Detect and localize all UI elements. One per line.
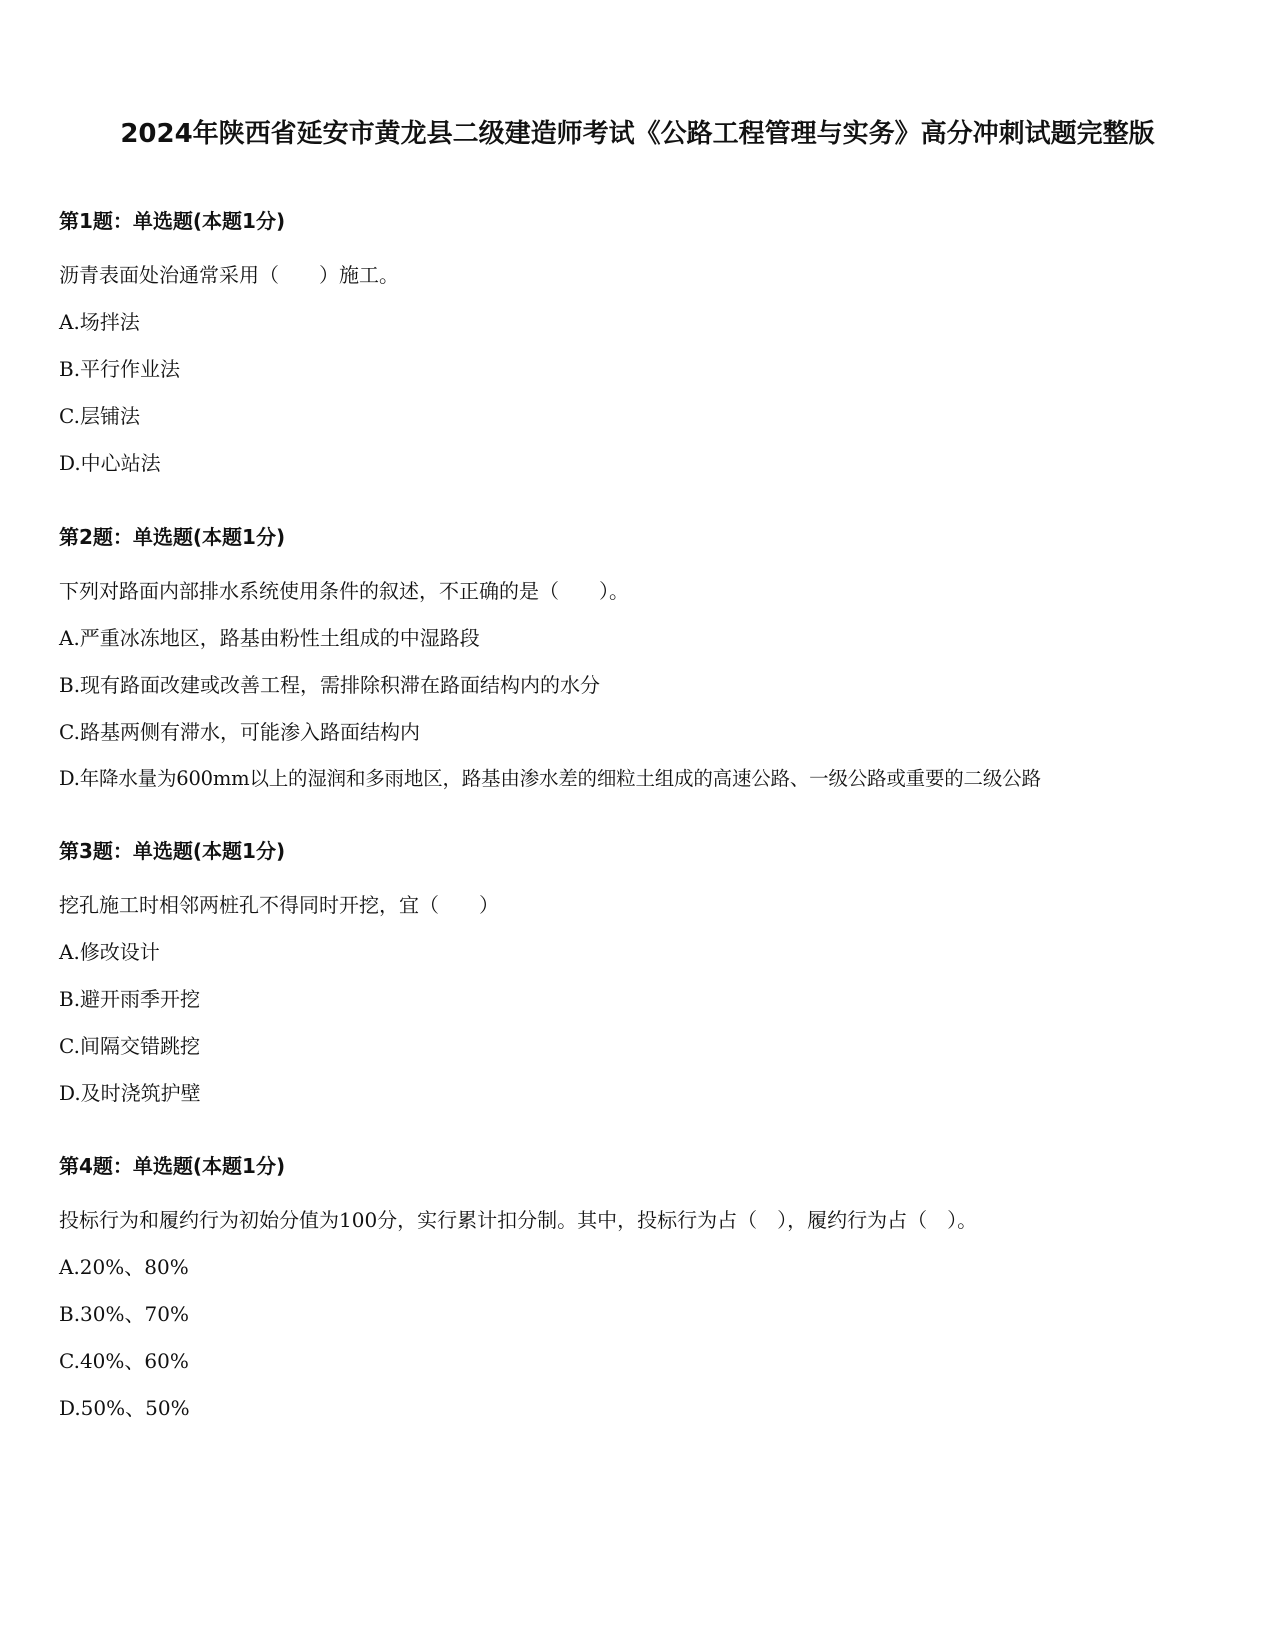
question-3 [59, 837, 1239, 1126]
option-c: C.40%、60% [59, 1349, 189, 1373]
question-2 [59, 523, 1239, 812]
option-list [59, 308, 1239, 477]
option-d: D.年降水量为600mm以上的湿润和多雨地区，路基由渗水差的细粒土组成的高速公路、一级公路或重要的二级公路 [59, 767, 1041, 790]
question-header: 第1题：单选题(本题1分) [59, 209, 286, 233]
option-list [59, 624, 1239, 793]
option-list [59, 938, 1239, 1107]
option-a: A.修改设计 [59, 940, 160, 964]
question-stem: 沥青表面处治通常采用（ ）施工。 [59, 263, 399, 287]
option-d: D.50%、50% [59, 1396, 190, 1420]
option-b: B.现有路面改建或改善工程，需排除积滞在路面结构内的水分 [59, 673, 601, 697]
option-c: C.路基两侧有滞水，可能渗入路面结构内 [59, 720, 420, 744]
question-stem: 投标行为和履约行为初始分值为100分，实行累计扣分制。其中，投标行为占（ ），履约行为占（ ）。 [59, 1208, 978, 1232]
option-d: D.及时浇筑护壁 [59, 1081, 201, 1105]
question-header: 第4题：单选题(本题1分) [59, 1154, 286, 1178]
question-stem: 下列对路面内部排水系统使用条件的叙述，不正确的是（ ）。 [59, 579, 629, 603]
option-list [59, 1253, 1239, 1422]
option-c: C.层铺法 [59, 404, 140, 428]
option-b: B.平行作业法 [59, 357, 181, 381]
option-c: C.间隔交错跳挖 [59, 1034, 200, 1058]
option-b: B.30%、70% [59, 1302, 189, 1326]
question-header: 第2题：单选题(本题1分) [59, 525, 286, 549]
option-b: B.避开雨季开挖 [59, 987, 201, 1011]
document-title: 2024年陕西省延安市黄龙县二级建造师考试《公路工程管理与实务》高分冲刺试题完整版 [120, 119, 1155, 149]
question-stem: 挖孔施工时相邻两桩孔不得同时开挖，宜（ ） [59, 893, 499, 917]
option-a: A.严重冰冻地区，路基由粉性土组成的中湿路段 [59, 626, 480, 650]
option-a: A.场拌法 [59, 310, 140, 334]
question-1 [59, 207, 1239, 496]
question-header: 第3题：单选题(本题1分) [59, 839, 286, 863]
option-a: A.20%、80% [59, 1255, 189, 1279]
option-d: D.中心站法 [59, 451, 161, 475]
question-4 [59, 1152, 1239, 1441]
